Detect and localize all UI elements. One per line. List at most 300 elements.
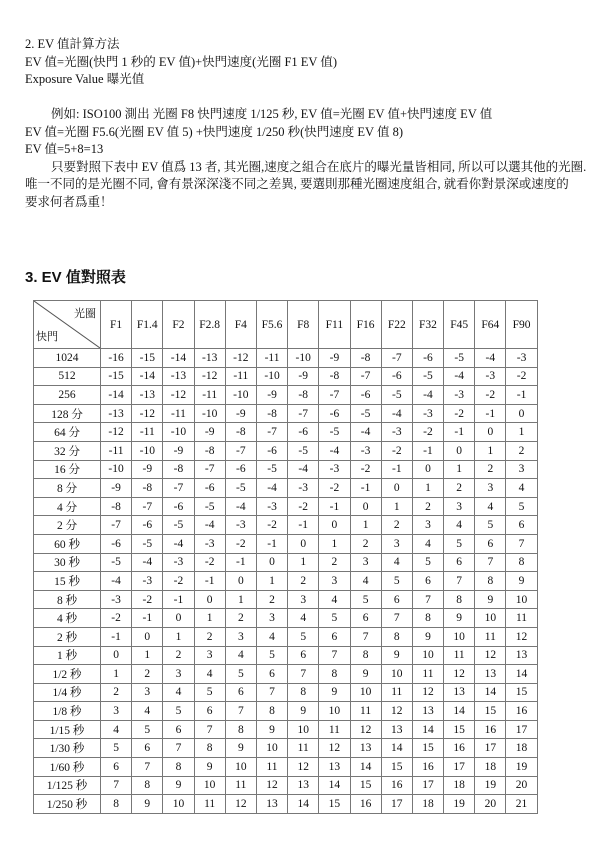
ev-value-cell: -2 <box>194 553 225 572</box>
ev-value-cell: -11 <box>194 386 225 405</box>
ev-value-cell: -5 <box>288 441 319 460</box>
ev-value-cell: 5 <box>194 683 225 702</box>
ev-value-cell: 21 <box>506 795 537 814</box>
ev-value-cell: 6 <box>163 720 194 739</box>
aperture-label: 光圈 <box>74 308 96 320</box>
ev-value-cell: 4 <box>350 572 381 591</box>
table-row <box>34 386 538 405</box>
ev-value-cell: 15 <box>506 683 537 702</box>
ev-value-cell: -6 <box>350 386 381 405</box>
ev-value-cell: 12 <box>256 776 287 795</box>
ev-value-cell: 16 <box>350 795 381 814</box>
ev-value-cell: 8 <box>319 665 350 684</box>
ev-value-cell: 1 <box>444 460 475 479</box>
ev-value-cell: 2 <box>132 665 163 684</box>
ev-value-cell: 9 <box>350 665 381 684</box>
ev-value-cell: 17 <box>506 720 537 739</box>
ev-value-cell: -1 <box>475 404 506 423</box>
ev-value-cell: -13 <box>101 404 132 423</box>
ev-value-cell: 6 <box>506 516 537 535</box>
ev-value-cell: 10 <box>225 758 256 777</box>
ev-value-cell: -8 <box>256 404 287 423</box>
aperture-header: F2.8 <box>194 301 225 349</box>
ev-value-cell: -4 <box>163 534 194 553</box>
ev-value-cell: 15 <box>381 758 412 777</box>
ev-value-cell: -5 <box>381 386 412 405</box>
shutter-speed-cell: 4 分 <box>34 497 101 516</box>
ev-value-cell: 16 <box>381 776 412 795</box>
ev-value-cell: 11 <box>288 739 319 758</box>
shutter-speed-cell: 64 分 <box>34 423 101 442</box>
ev-value-cell: 2 <box>475 460 506 479</box>
ev-value-cell: -4 <box>319 441 350 460</box>
shutter-speed-cell: 60 秒 <box>34 534 101 553</box>
ev-value-cell: -3 <box>225 516 256 535</box>
ev-value-cell: 3 <box>412 516 443 535</box>
aperture-header: F22 <box>381 301 412 349</box>
ev-value-cell: -12 <box>225 349 256 368</box>
ev-value-cell: 11 <box>350 702 381 721</box>
ev-value-cell: 12 <box>350 720 381 739</box>
shutter-speed-cell: 1/60 秒 <box>34 758 101 777</box>
ev-value-cell: -5 <box>319 423 350 442</box>
shutter-speed-cell: 512 <box>34 367 101 386</box>
shutter-speed-cell: 1/30 秒 <box>34 739 101 758</box>
ev-value-cell: -8 <box>194 441 225 460</box>
ev-value-cell: 3 <box>163 665 194 684</box>
ev-value-cell: -11 <box>225 367 256 386</box>
ev-value-cell: 13 <box>381 720 412 739</box>
ev-value-cell: 12 <box>444 665 475 684</box>
ev-value-cell: 11 <box>194 795 225 814</box>
shutter-speed-cell: 4 秒 <box>34 609 101 628</box>
ev-value-cell: 18 <box>412 795 443 814</box>
aperture-header: F8 <box>288 301 319 349</box>
ev-value-cell: 5 <box>350 590 381 609</box>
aperture-header: F11 <box>319 301 350 349</box>
ev-value-cell: 5 <box>163 702 194 721</box>
ev-value-cell: -1 <box>288 516 319 535</box>
ev-value-cell: 6 <box>256 665 287 684</box>
ev-value-cell: 6 <box>225 683 256 702</box>
ev-value-cell: -6 <box>319 404 350 423</box>
ev-value-cell: 1 <box>381 497 412 516</box>
ev-value-cell: 0 <box>506 404 537 423</box>
ev-value-cell: 0 <box>444 441 475 460</box>
ev-value-cell: -3 <box>506 349 537 368</box>
ev-value-cell: 13 <box>412 702 443 721</box>
ev-value-cell: 1 <box>475 441 506 460</box>
ev-value-cell: 18 <box>475 758 506 777</box>
ev-value-cell: -11 <box>101 441 132 460</box>
ev-value-cell: 10 <box>194 776 225 795</box>
ev-value-cell: -13 <box>163 367 194 386</box>
ev-value-cell: 20 <box>506 776 537 795</box>
ev-value-cell: 7 <box>475 553 506 572</box>
ev-value-cell: 5 <box>475 516 506 535</box>
ev-value-cell: 7 <box>132 758 163 777</box>
shutter-label: 快門 <box>36 331 58 343</box>
ev-value-cell: 12 <box>319 739 350 758</box>
ev-value-cell: 7 <box>506 534 537 553</box>
ev-value-cell: -14 <box>163 349 194 368</box>
ev-value-cell: -7 <box>225 441 256 460</box>
ev-value-cell: 9 <box>225 739 256 758</box>
ev-value-cell: 7 <box>350 627 381 646</box>
ev-value-cell: 10 <box>319 702 350 721</box>
ev-value-cell: 6 <box>381 590 412 609</box>
table-row <box>34 367 538 386</box>
formula-text: EV 值=光圈(快門 1 秒的 EV 值)+快門速度(光圈 F1 EV 值) <box>25 54 338 69</box>
ev-value-cell: -6 <box>381 367 412 386</box>
ev-value-cell: 8 <box>225 720 256 739</box>
ev-value-cell: 7 <box>225 702 256 721</box>
ev-value-cell: -4 <box>225 497 256 516</box>
shutter-speed-cell: 8 分 <box>34 479 101 498</box>
ev-value-cell: -10 <box>101 460 132 479</box>
ev-value-cell: 2 <box>381 516 412 535</box>
table-row <box>34 516 538 535</box>
ev-value-cell: -9 <box>225 404 256 423</box>
ev-value-cell: 13 <box>475 665 506 684</box>
ev-value-cell: -6 <box>412 349 443 368</box>
ev-value-cell: 17 <box>412 776 443 795</box>
ev-value-cell: 7 <box>444 572 475 591</box>
ev-value-cell: -2 <box>319 479 350 498</box>
ev-value-cell: 8 <box>444 590 475 609</box>
ev-value-cell: 16 <box>444 739 475 758</box>
ev-value-cell: -1 <box>350 479 381 498</box>
ev-value-cell: 0 <box>256 553 287 572</box>
ev-value-cell: -8 <box>163 460 194 479</box>
ev-value-cell: 2 <box>412 497 443 516</box>
ev-value-cell: -15 <box>101 367 132 386</box>
ev-value-cell: 10 <box>444 627 475 646</box>
ev-value-cell: 5 <box>256 646 287 665</box>
definition-text: Exposure Value 曝光值 <box>25 72 145 87</box>
ev-value-cell: -10 <box>132 441 163 460</box>
ev-value-cell: 0 <box>132 627 163 646</box>
ev-value-cell: -5 <box>412 367 443 386</box>
aperture-header: F32 <box>412 301 443 349</box>
ev-value-cell: -6 <box>256 441 287 460</box>
ev-value-cell: -7 <box>350 367 381 386</box>
ev-value-cell: 6 <box>132 739 163 758</box>
ev-value-cell: -1 <box>319 497 350 516</box>
ev-value-cell: -7 <box>381 349 412 368</box>
ev-value-cell: -6 <box>194 479 225 498</box>
ev-value-cell: 7 <box>412 590 443 609</box>
ev-value-cell: 13 <box>444 683 475 702</box>
ev-value-cell: -1 <box>381 460 412 479</box>
ev-value-cell: -11 <box>163 404 194 423</box>
ev-value-cell: 0 <box>163 609 194 628</box>
ev-value-cell: -3 <box>319 460 350 479</box>
ev-value-cell: 11 <box>444 646 475 665</box>
ev-value-cell: 6 <box>194 702 225 721</box>
ev-value-cell: 0 <box>475 423 506 442</box>
ev-value-cell: -11 <box>132 423 163 442</box>
ev-value-cell: 4 <box>256 627 287 646</box>
ev-value-cell: -5 <box>444 349 475 368</box>
ev-value-cell: 17 <box>444 758 475 777</box>
ev-value-cell: 2 <box>101 683 132 702</box>
ev-value-cell: -1 <box>132 609 163 628</box>
ev-value-cell: 11 <box>319 720 350 739</box>
ev-value-cell: -8 <box>319 367 350 386</box>
ev-value-cell: 9 <box>444 609 475 628</box>
ev-value-cell: 1 <box>194 609 225 628</box>
ev-value-cell: 3 <box>350 553 381 572</box>
aperture-header: F1 <box>101 301 132 349</box>
ev-value-cell: 14 <box>506 665 537 684</box>
ev-value-cell: 4 <box>475 497 506 516</box>
ev-value-cell: -9 <box>288 367 319 386</box>
ev-value-cell: 4 <box>506 479 537 498</box>
table-row <box>34 534 538 553</box>
ev-value-cell: -2 <box>225 534 256 553</box>
ev-value-cell: -11 <box>256 349 287 368</box>
example-line: EV 值=5+8=13 <box>25 142 104 157</box>
ev-value-cell: -3 <box>288 479 319 498</box>
ev-value-cell: 19 <box>444 795 475 814</box>
ev-value-cell: 15 <box>319 795 350 814</box>
ev-value-cell: 11 <box>256 758 287 777</box>
ev-value-cell: 5 <box>381 572 412 591</box>
section-title: 2. EV 值計算方法 <box>25 37 120 51</box>
shutter-speed-cell: 1/8 秒 <box>34 702 101 721</box>
ev-value-cell: 6 <box>412 572 443 591</box>
shutter-speed-cell: 256 <box>34 386 101 405</box>
corner-header <box>34 301 101 349</box>
paragraph-line: 要求何者爲重！ <box>25 194 113 209</box>
ev-value-cell: -13 <box>194 349 225 368</box>
ev-value-cell: 6 <box>319 627 350 646</box>
ev-value-cell: 1 <box>132 646 163 665</box>
ev-value-cell: 5 <box>225 665 256 684</box>
ev-value-cell: 3 <box>288 590 319 609</box>
ev-value-cell: 14 <box>350 758 381 777</box>
ev-value-cell: 4 <box>101 720 132 739</box>
table-row <box>34 441 538 460</box>
ev-value-cell: 8 <box>163 758 194 777</box>
ev-value-cell: -3 <box>475 367 506 386</box>
ev-value-cell: 2 <box>288 572 319 591</box>
ev-value-cell: 4 <box>319 590 350 609</box>
ev-value-cell: -3 <box>412 404 443 423</box>
ev-value-cell: -7 <box>194 460 225 479</box>
ev-value-cell: 4 <box>381 553 412 572</box>
table-row <box>34 702 538 721</box>
ev-value-cell: 0 <box>194 590 225 609</box>
table-row <box>34 572 538 591</box>
section-title-ev-table: 3. EV 值對照表 <box>25 269 126 286</box>
ev-value-cell: -12 <box>132 404 163 423</box>
ev-value-cell: -5 <box>194 497 225 516</box>
ev-value-cell: -10 <box>225 386 256 405</box>
ev-value-cell: -5 <box>350 404 381 423</box>
ev-value-cell: -12 <box>194 367 225 386</box>
aperture-header: F16 <box>350 301 381 349</box>
ev-value-cell: -1 <box>225 553 256 572</box>
ev-value-cell: -3 <box>132 572 163 591</box>
ev-value-cell: 15 <box>475 702 506 721</box>
paragraph-line: 唯一不同的是光圈不同, 會有景深深淺不同之差異, 要選則那種光圈速度組合, 就看你對景深或速度的 <box>25 177 569 192</box>
table-row <box>34 553 538 572</box>
ev-value-cell: -5 <box>256 460 287 479</box>
ev-value-cell: -9 <box>163 441 194 460</box>
ev-value-cell: -9 <box>319 349 350 368</box>
ev-value-cell: 10 <box>288 720 319 739</box>
ev-value-cell: 3 <box>381 534 412 553</box>
example-line: EV 值=光圈 F5.6(光圈 EV 值 5) +快門速度 1/250 秒(快門速度 EV 值 8) <box>25 124 403 139</box>
ev-value-cell: 13 <box>288 776 319 795</box>
ev-value-cell: 8 <box>475 572 506 591</box>
ev-value-cell: -3 <box>256 497 287 516</box>
ev-value-cell: -1 <box>163 590 194 609</box>
ev-value-cell: 1 <box>225 590 256 609</box>
ev-value-cell: 2 <box>163 646 194 665</box>
ev-value-cell: 20 <box>475 795 506 814</box>
ev-value-cell: 3 <box>319 572 350 591</box>
ev-value-cell: 9 <box>381 646 412 665</box>
ev-value-cell: -12 <box>101 423 132 442</box>
ev-value-cell: 16 <box>475 720 506 739</box>
ev-value-cell: 4 <box>444 516 475 535</box>
table-row <box>34 720 538 739</box>
ev-value-cell: 14 <box>319 776 350 795</box>
ev-value-cell: 9 <box>506 572 537 591</box>
ev-value-cell: 11 <box>412 665 443 684</box>
aperture-header: F1.4 <box>132 301 163 349</box>
shutter-speed-cell: 8 秒 <box>34 590 101 609</box>
ev-value-cell: 8 <box>506 553 537 572</box>
ev-value-cell: -9 <box>101 479 132 498</box>
ev-value-cell: 6 <box>350 609 381 628</box>
ev-value-cell: 13 <box>319 758 350 777</box>
table-row <box>34 609 538 628</box>
ev-value-cell: 8 <box>256 702 287 721</box>
ev-value-cell: -2 <box>506 367 537 386</box>
ev-value-cell: -8 <box>132 479 163 498</box>
ev-value-cell: -6 <box>101 534 132 553</box>
ev-value-cell: 5 <box>506 497 537 516</box>
ev-value-cell: -10 <box>256 367 287 386</box>
ev-value-cell: 4 <box>412 534 443 553</box>
ev-value-cell: 1 <box>412 479 443 498</box>
ev-value-cell: -2 <box>288 497 319 516</box>
ev-value-cell: -4 <box>381 404 412 423</box>
ev-value-cell: 8 <box>412 609 443 628</box>
table-row <box>34 776 538 795</box>
ev-value-cell: -6 <box>163 497 194 516</box>
table-row <box>34 646 538 665</box>
ev-value-cell: 0 <box>381 479 412 498</box>
ev-value-cell: 18 <box>506 739 537 758</box>
ev-value-cell: 3 <box>256 609 287 628</box>
ev-value-cell: 12 <box>412 683 443 702</box>
ev-value-cell: 4 <box>225 646 256 665</box>
table-row <box>34 683 538 702</box>
ev-value-cell: -9 <box>132 460 163 479</box>
ev-value-cell: 9 <box>475 590 506 609</box>
ev-value-cell: -9 <box>194 423 225 442</box>
ev-value-cell: 8 <box>194 739 225 758</box>
ev-value-cell: 5 <box>132 720 163 739</box>
ev-value-cell: 2 <box>506 441 537 460</box>
ev-value-cell: 9 <box>132 795 163 814</box>
shutter-speed-cell: 2 分 <box>34 516 101 535</box>
ev-value-cell: 4 <box>163 683 194 702</box>
ev-value-cell: 14 <box>381 739 412 758</box>
ev-value-cell: -1 <box>256 534 287 553</box>
ev-value-cell: 7 <box>101 776 132 795</box>
ev-value-cell: 9 <box>288 702 319 721</box>
ev-value-cell: -7 <box>256 423 287 442</box>
ev-value-cell: -9 <box>256 386 287 405</box>
ev-value-cell: 3 <box>225 627 256 646</box>
shutter-speed-cell: 2 秒 <box>34 627 101 646</box>
ev-value-cell: -7 <box>288 404 319 423</box>
ev-value-cell: -1 <box>101 627 132 646</box>
ev-value-cell: 5 <box>288 627 319 646</box>
ev-value-cell: 3 <box>101 702 132 721</box>
ev-value-cell: 5 <box>319 609 350 628</box>
ev-value-cell: -14 <box>132 367 163 386</box>
ev-value-cell: 6 <box>101 758 132 777</box>
aperture-header: F64 <box>475 301 506 349</box>
ev-value-cell: -6 <box>288 423 319 442</box>
ev-value-cell: 6 <box>444 553 475 572</box>
shutter-speed-cell: 1/4 秒 <box>34 683 101 702</box>
ev-value-cell: -7 <box>132 497 163 516</box>
ev-value-cell: 13 <box>506 646 537 665</box>
ev-value-cell: 17 <box>381 795 412 814</box>
table-row <box>34 590 538 609</box>
ev-value-cell: 5 <box>101 739 132 758</box>
ev-value-cell: -1 <box>412 441 443 460</box>
ev-value-cell: 8 <box>350 646 381 665</box>
ev-value-cell: -7 <box>101 516 132 535</box>
ev-value-cell: -4 <box>475 349 506 368</box>
aperture-header: F5.6 <box>256 301 287 349</box>
ev-value-cell: 3 <box>506 460 537 479</box>
ev-value-cell: 2 <box>350 534 381 553</box>
ev-value-cell: 7 <box>256 683 287 702</box>
ev-value-cell: -6 <box>225 460 256 479</box>
ev-value-cell: 7 <box>163 739 194 758</box>
ev-value-cell: -3 <box>381 423 412 442</box>
ev-value-cell: -4 <box>132 553 163 572</box>
shutter-speed-cell: 128 分 <box>34 404 101 423</box>
table-body <box>34 349 538 814</box>
ev-value-cell: 3 <box>194 646 225 665</box>
ev-value-cell: -4 <box>256 479 287 498</box>
ev-value-cell: -2 <box>256 516 287 535</box>
table-row <box>34 758 538 777</box>
ev-value-cell: -2 <box>350 460 381 479</box>
ev-value-cell: -5 <box>132 534 163 553</box>
ev-value-cell: 11 <box>381 683 412 702</box>
ev-value-cell: 19 <box>506 758 537 777</box>
ev-value-cell: 10 <box>381 665 412 684</box>
ev-value-cell: -5 <box>163 516 194 535</box>
ev-value-cell: -10 <box>194 404 225 423</box>
ev-value-cell: -2 <box>381 441 412 460</box>
shutter-speed-cell: 1024 <box>34 349 101 368</box>
table-row <box>34 460 538 479</box>
table-row <box>34 349 538 368</box>
